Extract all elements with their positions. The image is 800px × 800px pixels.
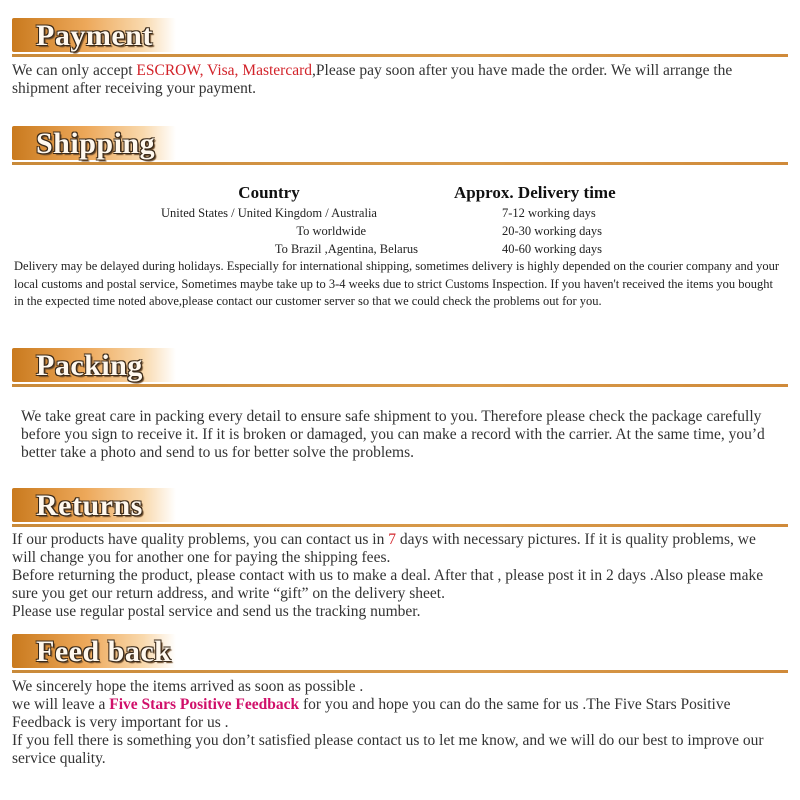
table-row: To Brazil ,Agentina, Belarus 40-60 working days	[274, 241, 602, 256]
shipping-header	[12, 126, 788, 166]
feedback-p2: we will leave a Five Stars Positive Feedback for you and hope you can do the same for us .The Five Stars Positive Feedback is very important for us .	[12, 696, 731, 731]
payment-title: Payment	[36, 19, 153, 52]
returns-p2: Before returning the product, please contact with us to make a deal. After that , please post it in 2 days .Also please make sure you get our return address, and write “gift” on the delivery sheet.	[12, 567, 764, 602]
packing-tab	[12, 348, 176, 382]
returns-p3: Please use regular postal service and send us the tracking number.	[12, 603, 421, 620]
feedback-divider	[12, 670, 788, 673]
payment-methods: ESCROW, Visa, Mastercard	[136, 62, 313, 79]
feedback-p1: We sincerely hope the items arrived as soon as possible .	[12, 678, 364, 695]
feedback-title: Feed back	[36, 635, 172, 668]
returns-header	[12, 488, 788, 528]
payment-text: We can only accept ESCROW, Visa, Mastercard,Please pay soon after you have made the order. We will arrange the shipment after receiving your payment.	[12, 62, 733, 97]
returns-title: Returns	[36, 489, 143, 522]
feedback-p3: If you fell there is something you don’t satisfied please contact us to let me know, and we will do our best to improve our service quality.	[12, 732, 764, 767]
shipping-divider	[12, 162, 788, 165]
shipping-table	[96, 182, 742, 258]
payment-tab	[12, 18, 176, 52]
shipping-tab	[12, 126, 176, 160]
returns-days: 7	[388, 531, 396, 548]
col-delivery-time: Approx. Delivery time	[454, 183, 616, 202]
returns-p1: If our products have quality problems, you can contact us in 7 days with necessary pictures. If it is quality problems, we will change you for another one for paying the shipping fees.	[12, 531, 756, 566]
packing-text: We take great care in packing every detail to ensure safe shipment to you. Therefore please check the package carefully before you sign to receive it. If it is broken or damaged, you can make a record with the carrier. At the same time, you’d better take a photo and send to us for better solve the problems.	[21, 408, 765, 461]
feedback-header	[12, 634, 788, 674]
col-country: Country	[238, 183, 300, 202]
returns-tab	[12, 488, 176, 522]
table-row: United States / United Kingdom / Australia 7-12 working days	[161, 205, 596, 220]
shipping-note: Delivery may be delayed during holidays. Especially for international shipping, sometimes delivery is highly depended on the courier company and your local customs and postal service, Sometimes maybe take up to 3-4 weeks due to strict Customs Inspection. If you haven't received the items you bought in the expected time noted above,please contact our customer server so that we could check the problems out for you.	[14, 259, 780, 308]
five-stars-highlight: Five Stars Positive Feedback	[109, 696, 300, 713]
table-row: To worldwide 20-30 working days	[296, 223, 602, 238]
returns-text	[12, 531, 782, 621]
payment-header	[12, 18, 788, 58]
payment-divider	[12, 54, 788, 57]
packing-header	[12, 348, 788, 388]
feedback-text	[12, 678, 782, 768]
packing-divider	[12, 384, 788, 387]
returns-divider	[12, 524, 788, 527]
shipping-title: Shipping	[36, 127, 156, 160]
packing-title: Packing	[36, 349, 143, 382]
feedback-tab	[12, 634, 176, 668]
